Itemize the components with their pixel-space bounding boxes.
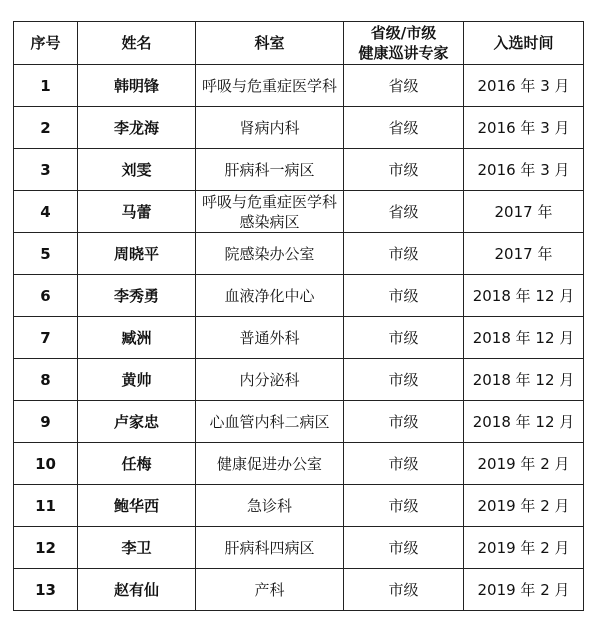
cell-level: 市级 (344, 569, 464, 611)
table-body (14, 65, 584, 611)
cell-index: 13 (14, 569, 78, 611)
cell-index: 12 (14, 527, 78, 569)
cell-index: 11 (14, 485, 78, 527)
cell-index: 7 (14, 317, 78, 359)
header-level-line1: 省级/市级 (370, 24, 437, 42)
cell-department: 肝病科一病区 (196, 149, 344, 191)
cell-selected-time: 2019 年 2 月 (464, 443, 584, 485)
cell-level: 市级 (344, 443, 464, 485)
header-department: 科室 (196, 22, 344, 65)
header-level (344, 22, 464, 65)
table-row (14, 569, 584, 611)
cell-level: 市级 (344, 485, 464, 527)
table-row (14, 65, 584, 107)
table-row (14, 149, 584, 191)
cell-name: 臧洲 (78, 317, 196, 359)
cell-selected-time: 2018 年 12 月 (464, 317, 584, 359)
cell-name: 赵有仙 (78, 569, 196, 611)
cell-name: 马蕾 (78, 191, 196, 233)
cell-name: 任梅 (78, 443, 196, 485)
cell-department: 呼吸与危重症医学科 (196, 65, 344, 107)
cell-index: 1 (14, 65, 78, 107)
cell-selected-time: 2016 年 3 月 (464, 65, 584, 107)
cell-name: 李秀勇 (78, 275, 196, 317)
cell-department: 急诊科 (196, 485, 344, 527)
cell-department: 健康促进办公室 (196, 443, 344, 485)
table-row (14, 233, 584, 275)
table-row (14, 275, 584, 317)
cell-selected-time: 2018 年 12 月 (464, 275, 584, 317)
table-row (14, 485, 584, 527)
cell-selected-time: 2018 年 12 月 (464, 359, 584, 401)
header-index: 序号 (14, 22, 78, 65)
cell-index: 5 (14, 233, 78, 275)
cell-selected-time: 2019 年 2 月 (464, 485, 584, 527)
cell-name: 刘雯 (78, 149, 196, 191)
experts-table (13, 21, 584, 611)
header-level-line2: 健康巡讲专家 (358, 44, 449, 62)
cell-name: 黄帅 (78, 359, 196, 401)
cell-index: 10 (14, 443, 78, 485)
cell-name: 李龙海 (78, 107, 196, 149)
cell-department: 肾病内科 (196, 107, 344, 149)
cell-selected-time: 2016 年 3 月 (464, 107, 584, 149)
cell-department: 院感染办公室 (196, 233, 344, 275)
table-row (14, 107, 584, 149)
cell-level: 市级 (344, 149, 464, 191)
cell-department: 内分泌科 (196, 359, 344, 401)
cell-name: 周晓平 (78, 233, 196, 275)
cell-department: 血液净化中心 (196, 275, 344, 317)
cell-department: 肝病科四病区 (196, 527, 344, 569)
table-row (14, 191, 584, 233)
table-row (14, 401, 584, 443)
header-selected-time: 入选时间 (464, 22, 584, 65)
cell-selected-time: 2017 年 (464, 233, 584, 275)
table-row (14, 317, 584, 359)
table-row (14, 443, 584, 485)
cell-level: 市级 (344, 317, 464, 359)
cell-index: 6 (14, 275, 78, 317)
cell-selected-time: 2016 年 3 月 (464, 149, 584, 191)
cell-level: 市级 (344, 359, 464, 401)
cell-name: 卢家忠 (78, 401, 196, 443)
cell-department: 呼吸与危重症医学科感染病区 (196, 191, 344, 233)
cell-level: 省级 (344, 65, 464, 107)
cell-index: 8 (14, 359, 78, 401)
cell-level: 省级 (344, 107, 464, 149)
header-name: 姓名 (78, 22, 196, 65)
cell-department: 普通外科 (196, 317, 344, 359)
cell-level: 市级 (344, 401, 464, 443)
cell-selected-time: 2019 年 2 月 (464, 527, 584, 569)
cell-level: 市级 (344, 527, 464, 569)
cell-selected-time: 2019 年 2 月 (464, 569, 584, 611)
cell-level: 市级 (344, 275, 464, 317)
cell-index: 9 (14, 401, 78, 443)
cell-department: 产科 (196, 569, 344, 611)
cell-name: 鲍华西 (78, 485, 196, 527)
cell-selected-time: 2017 年 (464, 191, 584, 233)
table-row (14, 359, 584, 401)
cell-index: 2 (14, 107, 78, 149)
cell-index: 4 (14, 191, 78, 233)
cell-level: 省级 (344, 191, 464, 233)
cell-name: 韩明锋 (78, 65, 196, 107)
table-row (14, 527, 584, 569)
cell-index: 3 (14, 149, 78, 191)
cell-name: 李卫 (78, 527, 196, 569)
cell-department: 心血管内科二病区 (196, 401, 344, 443)
header-row (14, 22, 584, 65)
cell-selected-time: 2018 年 12 月 (464, 401, 584, 443)
cell-level: 市级 (344, 233, 464, 275)
